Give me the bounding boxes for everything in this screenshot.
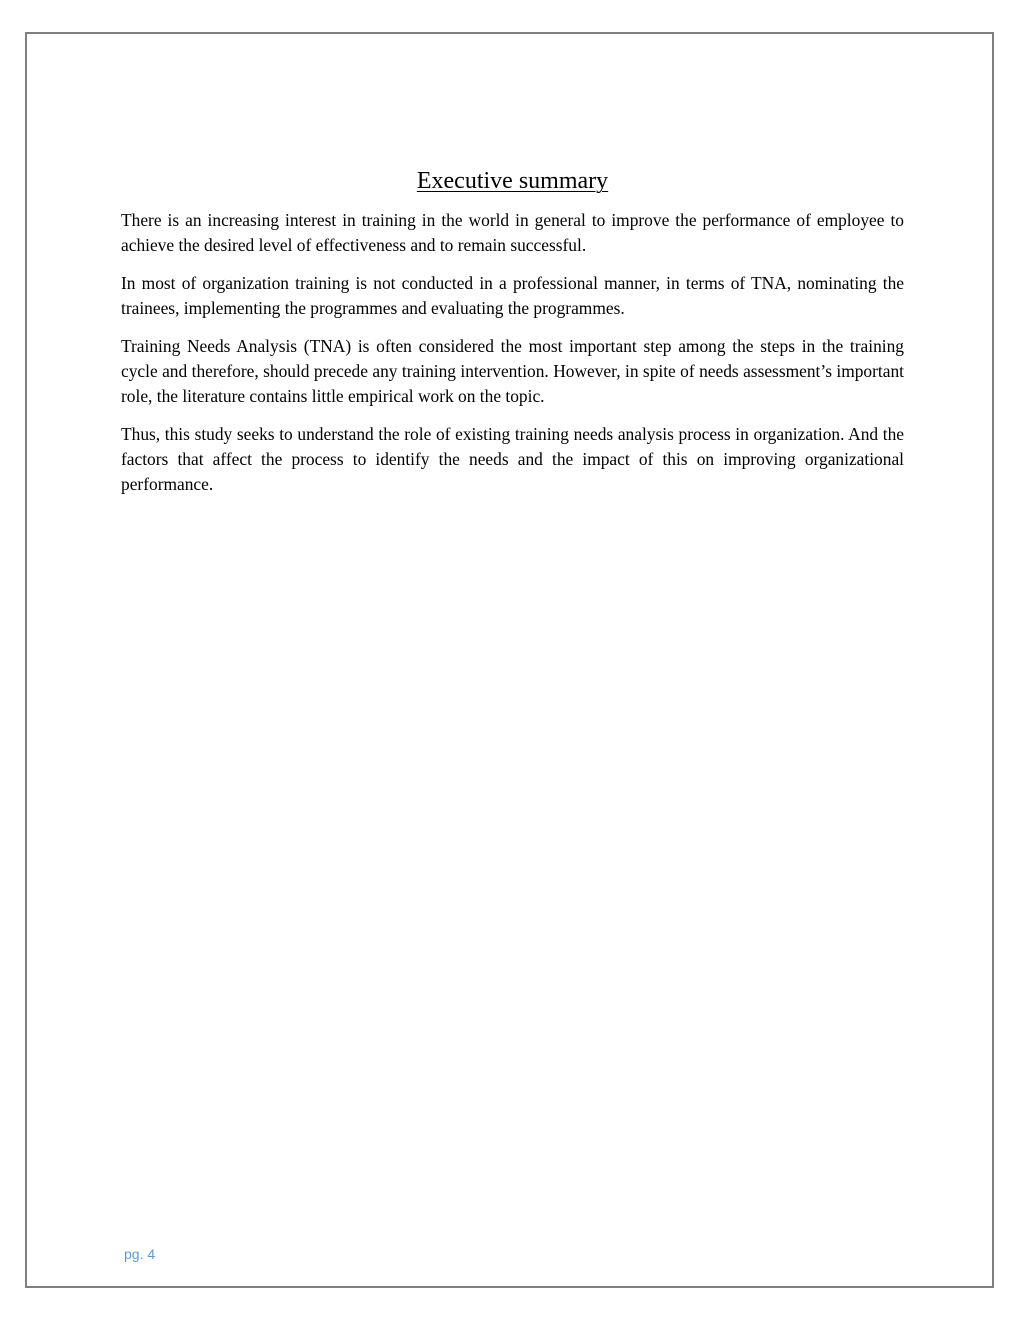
paragraph-3: Training Needs Analysis (TNA) is often considered the most important step among the steps in the training cycle and therefore, should precede any training intervention. However, in spite of needs assessment’s important role, the literature contains little empirical work on the topic. bbox=[121, 336, 904, 406]
paragraph-2: In most of organization training is not conducted in a professional manner, in terms of TNA, nominating the trainees, implementing the programmes and evaluating the programmes. bbox=[121, 273, 904, 318]
page-title: Executive summary bbox=[416, 168, 609, 194]
paragraph-1: There is an increasing interest in training in the world in general to improve the performance of employee to achieve the desired level of effectiveness and to remain successful. bbox=[121, 210, 904, 255]
page-number: pg. 4 bbox=[124, 1246, 156, 1262]
document-body bbox=[121, 163, 904, 510]
paragraph-4: Thus, this study seeks to understand the role of existing training needs analysis process in organization. And the factors that affect the process to identify the needs and the impact of this on improving organizational performance. bbox=[121, 424, 904, 494]
